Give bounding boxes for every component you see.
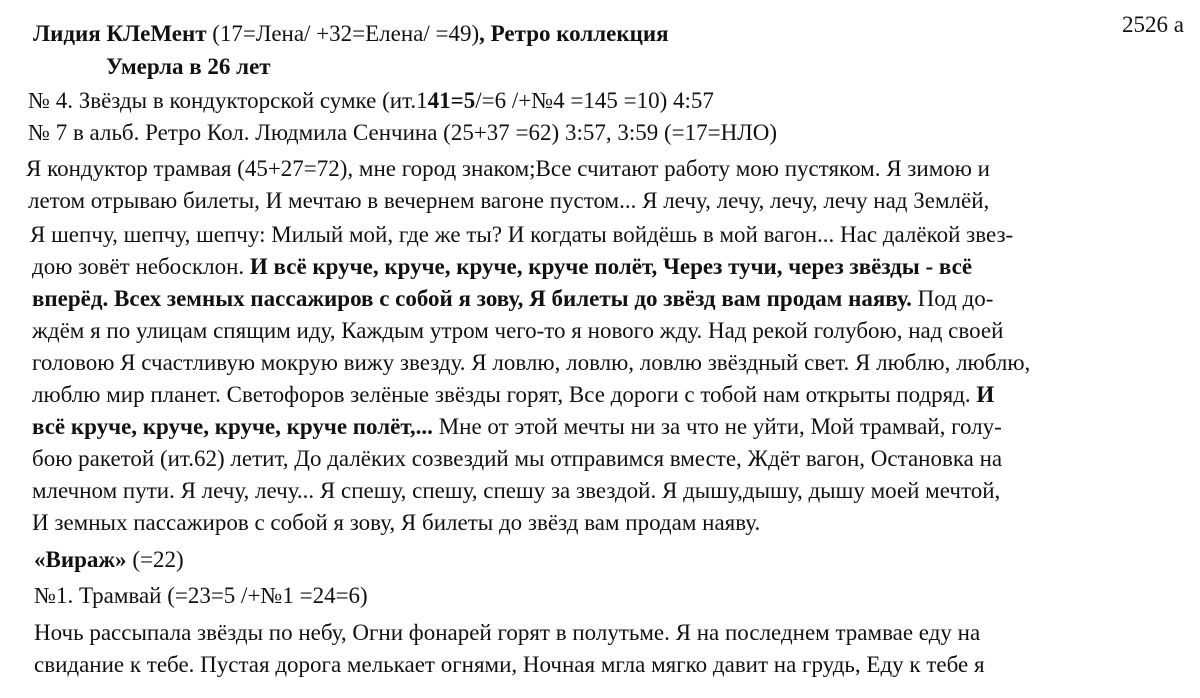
- lyrics-text: Мне от этой мечты ни за что не уйти, Мой трамвай, голу-: [432, 414, 1002, 439]
- song-title-1: [28, 86, 714, 116]
- chorus-text: вперёд. Всех земных пассажиров с собой я зову, Я билеты до звёзд вам продам наяву.: [32, 286, 912, 311]
- lyrics-text: Под до-: [911, 286, 994, 311]
- song-title-part: № 4. Звёзды в кондукторской сумке (ит.1: [28, 88, 428, 113]
- header-subtitle: [106, 52, 271, 82]
- lyrics-line: летом отрываю билеты, И мечтаю в вечернем вагоне пустом... Я лечу, лечу, лечу, лечу над Землёй,: [28, 188, 990, 213]
- chorus-text: И: [976, 382, 995, 407]
- lyrics-line: Я кондуктор трамвая (45+27=72), мне город знаком;Все считают работу мою пустяком. Я зимою и: [26, 156, 990, 181]
- lyrics-line: [32, 252, 972, 282]
- lyrics-line: И земных пассажиров с собой я зову, Я билеты до звёзд вам продам наяву.: [32, 510, 761, 535]
- song-album-line: № 7 в альб. Ретро Кол. Людмила Сенчина (25+37 =62) 3:57, 3:59 (=17=НЛО): [28, 120, 778, 145]
- lyrics-line: ждём я по улицам спящим иду, Каждым утром чего-то я нового жду. Над рекой голубою, над своей: [32, 318, 1004, 343]
- lyrics-line: млечном пути. Я лечу, лечу... Я спешу, спешу, спешу за звездой. Я дышу,дышу, дышу моей мечтой,: [32, 478, 1001, 503]
- lyrics-line: бою ракетой (ит.62) летит, До далёких созвездий мы отправимся вместе, Ждёт вагон, Остановка на: [32, 446, 1003, 471]
- page-number: 2526 a: [1122, 12, 1184, 37]
- song-title-part: /=6 /+№4 =145 =10) 4:57: [475, 88, 714, 113]
- header-title: [33, 19, 669, 49]
- lyrics-line: [32, 412, 1002, 442]
- lyrics-line: головою Я счастливую мокрую вижу звезду. Я ловлю, ловлю, ловлю звёздный свет. Я люблю, люблю,: [32, 350, 1031, 375]
- lyrics-line: [32, 284, 993, 314]
- author-numerology: (17=Лена/ +32=Елена/ =49): [206, 21, 480, 46]
- lyrics-text: дою зовёт небосклон.: [32, 254, 250, 279]
- lyrics-line: Ночь рассыпала звёзды по небу, Огни фонарей горят в полутьме. Я на последнем трамвае еду на: [34, 620, 981, 645]
- band-numerology: (=22): [126, 547, 184, 572]
- lyrics-line: Я шепчу, шепчу, шепчу: Милый мой, где же ты? И когдаты войдёшь в мой вагон... Нас далёкой звез-: [30, 222, 1014, 247]
- collection-name: , Ретро коллекция: [479, 21, 669, 46]
- subtitle-text: Умерла в 26 лет: [106, 54, 271, 79]
- lyrics-text: люблю мир планет. Светофоров зелёные звёзды горят, Все дороги с тобой нам открыты подряд.: [32, 382, 977, 407]
- chorus-text: И всё круче, круче, круче, круче полёт, Через тучи, через звёзды - всё: [249, 254, 973, 279]
- lyrics-line: [32, 380, 994, 410]
- author-name: Лидия КЛеМент: [33, 21, 207, 46]
- song-title-2: №1. Трамвай (=23=5 /+№1 =24=6): [34, 583, 368, 608]
- band-name: «Вираж»: [34, 547, 127, 572]
- song-title-bold-part: 41=5: [427, 88, 476, 113]
- section-title: [34, 545, 184, 575]
- chorus-text: всё круче, круче, круче, круче полёт,...: [32, 414, 433, 439]
- lyrics-line: свидание к тебе. Пустая дорога мелькает огнями, Ночная мгла мягко давит на грудь, Еду к тебе я: [34, 652, 985, 677]
